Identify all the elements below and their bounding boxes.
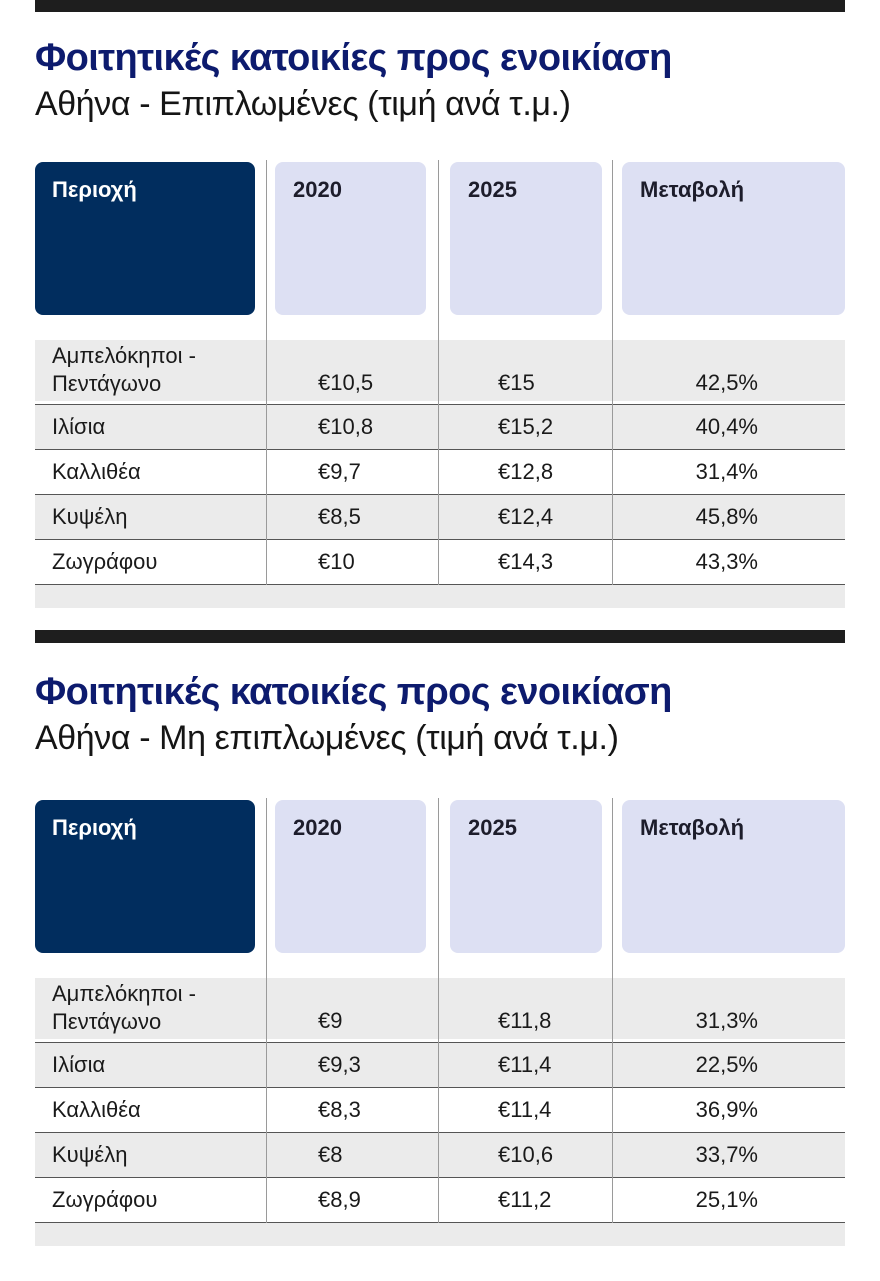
table-row xyxy=(35,540,845,585)
cell-area: Κυψέλη xyxy=(52,1142,128,1167)
cell-price-2020: €8,5 xyxy=(318,504,361,529)
header-change: Μεταβολή xyxy=(622,800,845,953)
column-divider xyxy=(438,798,439,1223)
header-area: Περιοχή xyxy=(35,800,255,953)
cell-area: Ιλίσια xyxy=(52,414,106,439)
cell-price-2025: €11,8 xyxy=(498,1008,552,1033)
table-row xyxy=(35,405,845,450)
table-row xyxy=(35,495,845,540)
cell-change: 22,5% xyxy=(695,1052,758,1077)
section-title: Φοιτητικές κατοικίες προς ενοικίαση xyxy=(35,37,672,79)
section-top-bar xyxy=(35,0,845,12)
table-row xyxy=(35,1178,845,1223)
column-divider xyxy=(266,160,267,585)
cell-price-2020: €9,3 xyxy=(318,1052,361,1077)
cell-change: 40,4% xyxy=(695,414,758,439)
cell-change: 33,7% xyxy=(695,1142,758,1167)
table-body xyxy=(35,978,845,1223)
cell-change: 45,8% xyxy=(695,504,758,529)
column-divider xyxy=(438,160,439,585)
cell-price-2020: €8 xyxy=(318,1142,343,1167)
table-row xyxy=(35,1043,845,1088)
cell-price-2025: €14,3 xyxy=(498,549,554,574)
column-divider xyxy=(612,798,613,1223)
table-row xyxy=(35,340,845,405)
cell-area: Αμπελόκηποι - Πεντάγωνο xyxy=(52,981,196,1034)
header-area: Περιοχή xyxy=(35,162,255,315)
cell-price-2020: €8,9 xyxy=(318,1187,361,1212)
table-row xyxy=(35,1133,845,1178)
cell-change: 43,3% xyxy=(695,549,758,574)
table-row xyxy=(35,1088,845,1133)
section-top-bar xyxy=(35,630,845,643)
cell-area: Ιλίσια xyxy=(52,1052,106,1077)
cell-area: Αμπελόκηποι - Πεντάγωνο xyxy=(52,343,196,396)
section-title: Φοιτητικές κατοικίες προς ενοικίαση xyxy=(35,671,672,713)
header-2020: 2020 xyxy=(275,800,426,953)
header-2025: 2025 xyxy=(450,800,602,953)
cell-price-2025: €11,4 xyxy=(498,1052,552,1077)
unfurnished-table-section xyxy=(0,638,880,1258)
cell-price-2025: €15,2 xyxy=(498,414,554,439)
header-2020: 2020 xyxy=(275,162,426,315)
cell-price-2025: €10,6 xyxy=(498,1142,554,1167)
table-row xyxy=(35,978,845,1043)
furnished-table-section xyxy=(0,0,880,620)
cell-price-2020: €8,3 xyxy=(318,1097,361,1122)
cell-change: 42,5% xyxy=(695,370,758,395)
table-footer-strip xyxy=(35,585,845,608)
table-footer-strip xyxy=(35,1223,845,1246)
cell-area: Καλλιθέα xyxy=(52,1097,141,1122)
cell-price-2025: €15 xyxy=(498,370,535,395)
column-divider xyxy=(266,798,267,1223)
cell-change: 31,3% xyxy=(695,1008,758,1033)
header-2025: 2025 xyxy=(450,162,602,315)
cell-price-2025: €12,8 xyxy=(498,459,554,484)
table-body xyxy=(35,340,845,585)
cell-price-2020: €9 xyxy=(318,1008,343,1033)
section-subtitle: Αθήνα - Επιπλωμένες (τιμή ανά τ.μ.) xyxy=(35,85,571,123)
cell-change: 31,4% xyxy=(695,459,758,484)
cell-price-2025: €11,4 xyxy=(498,1097,552,1122)
table-row xyxy=(35,450,845,495)
header-change: Μεταβολή xyxy=(622,162,845,315)
column-divider xyxy=(612,160,613,585)
cell-area: Ζωγράφου xyxy=(52,549,158,574)
cell-price-2020: €10 xyxy=(318,549,355,574)
cell-price-2020: €10,8 xyxy=(318,414,374,439)
cell-change: 36,9% xyxy=(695,1097,758,1122)
cell-price-2025: €11,2 xyxy=(498,1187,552,1212)
cell-price-2020: €10,5 xyxy=(318,370,374,395)
section-subtitle: Αθήνα - Μη επιπλωμένες (τιμή ανά τ.μ.) xyxy=(35,719,619,757)
cell-area: Κυψέλη xyxy=(52,504,128,529)
cell-change: 25,1% xyxy=(695,1187,758,1212)
cell-price-2025: €12,4 xyxy=(498,504,554,529)
cell-area: Ζωγράφου xyxy=(52,1187,158,1212)
cell-price-2020: €9,7 xyxy=(318,459,361,484)
cell-area: Καλλιθέα xyxy=(52,459,141,484)
